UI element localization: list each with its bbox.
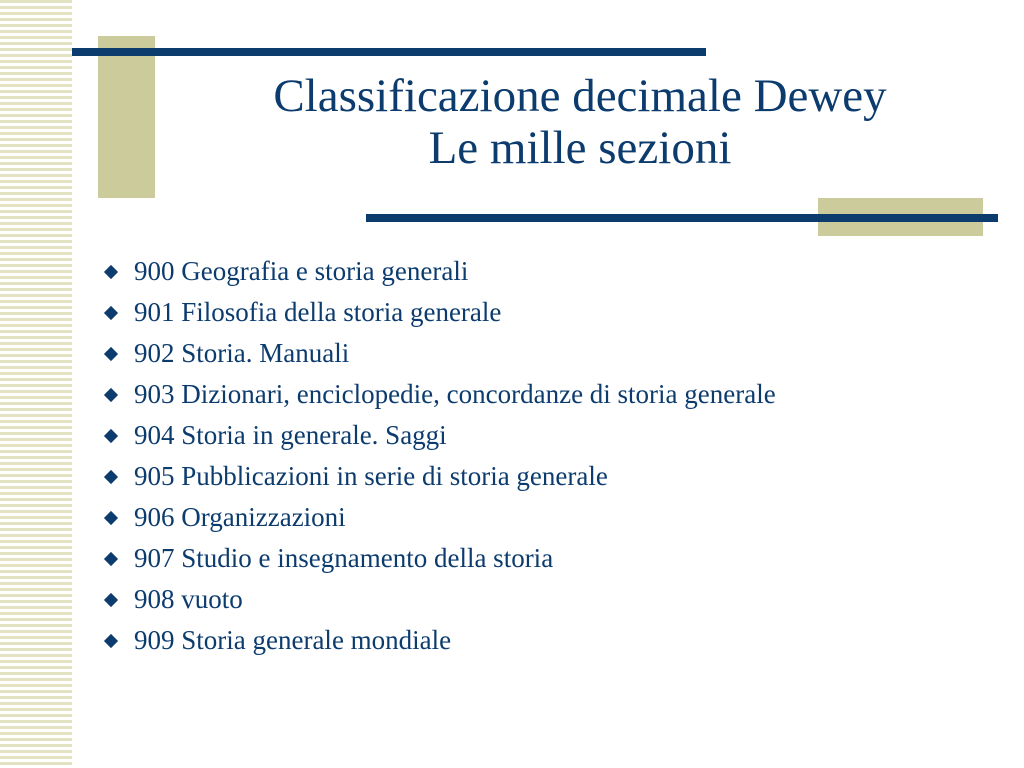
diamond-bullet-icon [104,305,118,319]
diamond-bullet-icon [104,633,118,647]
list-item-label: 904 Storia in generale. Saggi [134,420,447,450]
list-item [102,579,776,620]
list-item [102,538,776,579]
navy-rule-bottom [366,214,998,222]
diamond-bullet-icon [104,592,118,606]
list-item-label: 907 Studio e insegnamento della storia [134,543,554,573]
left-stripe-decoration [0,0,72,768]
list-item-label: 906 Organizzazioni [134,502,346,532]
list-item [102,292,776,333]
bullet-list [102,251,776,661]
list-item [102,497,776,538]
list-item [102,620,776,661]
list-item-label: 900 Geografia e storia generali [134,256,469,286]
diamond-bullet-icon [104,469,118,483]
slide-title-line-1: Classificazione decimale Dewey [273,70,887,122]
list-item [102,456,776,497]
list-item-label: 909 Storia generale mondiale [134,625,452,655]
list-item [102,333,776,374]
list-item [102,251,776,292]
slide-title [160,70,1000,174]
list-item [102,374,776,415]
navy-rule-top [72,48,706,56]
list-item-label: 908 vuoto [134,584,243,614]
diamond-bullet-icon [104,551,118,565]
list-item-label: 902 Storia. Manuali [134,338,350,368]
diamond-bullet-icon [104,264,118,278]
diamond-bullet-icon [104,387,118,401]
tan-accent-block-top [98,36,155,198]
diamond-bullet-icon [104,428,118,442]
diamond-bullet-icon [104,346,118,360]
list-item-label: 905 Pubblicazioni in serie di storia generale [134,461,608,491]
list-item [102,415,776,456]
diamond-bullet-icon [104,510,118,524]
slide-title-line-2: Le mille sezioni [428,122,732,174]
list-item-label: 901 Filosofia della storia generale [134,297,502,327]
list-item-label: 903 Dizionari, enciclopedie, concordanze di storia generale [134,379,776,409]
